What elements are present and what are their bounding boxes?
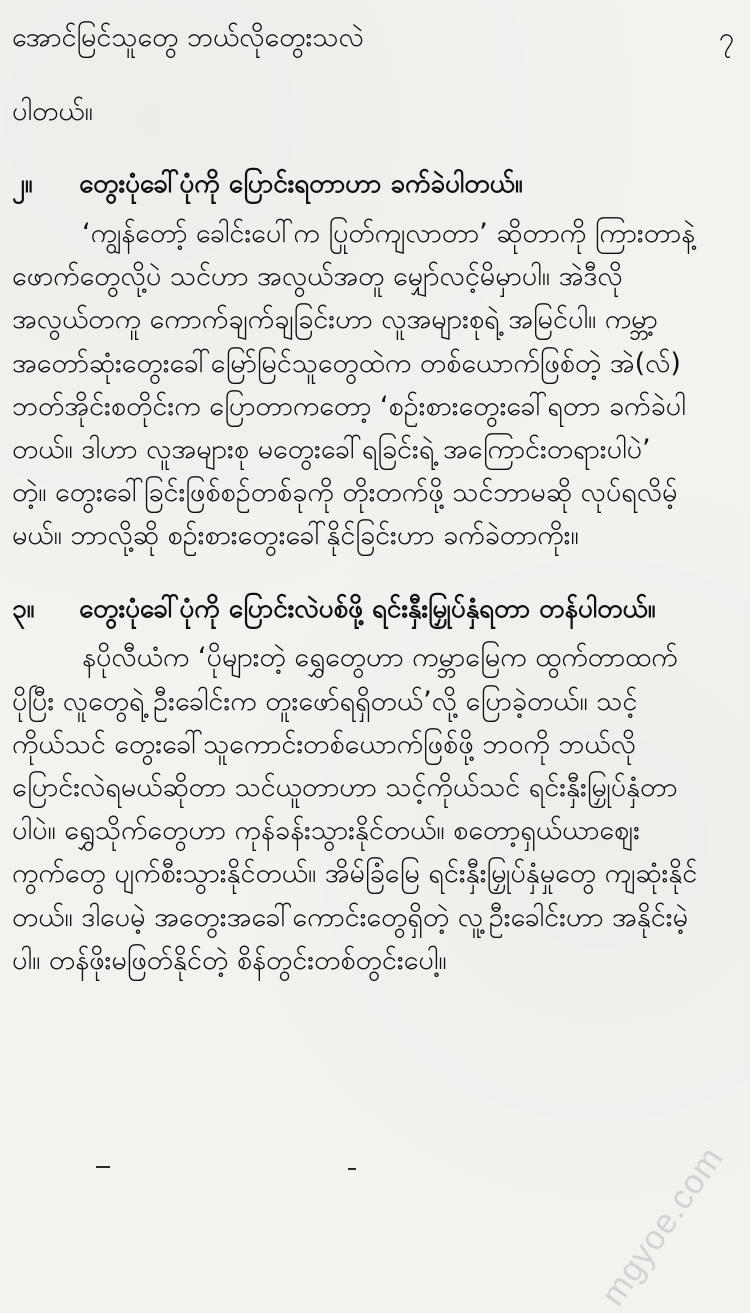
- section-2-paragraph-line: ဖောက်တွေလို့ပဲ သင်ဟာ အလွယ်အတူ မျှော်လင့်မိမှာပါ။ အဲဒီလို: [12, 261, 623, 293]
- section-3-paragraph-line: ပိုပြီး လူတွေရဲ့ ဦးခေါင်းက တူးဖော်ရရှိတယ်’လို့ ပြောခဲ့တယ်။ သင့်: [12, 685, 638, 717]
- section-2-heading: [12, 163, 736, 206]
- section-3-paragraph-line: ပါ။ တန်ဖိုးမဖြတ်နိုင်တဲ့ စိန်တွင်းတစ်တွင်းပေါ့။: [12, 944, 447, 976]
- section-2-paragraph-line: ဘတ်အိုင်းစတိုင်းက ပြောတာကတော့ ‘စဉ်းစားတွေးခေါ်ရတာ ခက်ခဲပါ: [12, 390, 686, 422]
- section-2-paragraph-line: တဲ့။ တွေးခေါ်ခြင်းဖြစ်စဉ်တစ်ခုကို တိုးတက်ဖို့ သင်ဘာမဆို လုပ်ရလိမ့်: [12, 477, 678, 509]
- section-3-paragraph-line: နပိုလီယံက ‘ပိုများတဲ့ ရွှေတွေဟာ ကမ္ဘာမြေက ထွက်တာထက်: [82, 642, 678, 674]
- section-3-paragraph-line: ပြောင်းလဲရမယ်ဆိုတာ သင်ယူတာဟာ သင့်ကိုယ်သင် ရင်းနှီးမြှုပ်နှံတာ: [12, 772, 678, 804]
- section-2-paragraph-line: တယ်။ ဒါဟာ လူအများစု မတွေးခေါ်ရခြင်းရဲ့ အကြောင်းတရားပါပဲ’: [12, 434, 651, 466]
- intro-line: ပါတယ်။: [12, 96, 93, 127]
- section-3-heading: [12, 588, 736, 631]
- page-content: [12, 90, 736, 982]
- section-2-paragraph-line: မယ်။ ဘာလို့ဆို စဉ်းစားတွေးခေါ်နိုင်ခြင်းဟာ ခက်ခဲတာကိုး။: [12, 520, 579, 552]
- section-2-paragraph-line: ‘ကျွန်တော့် ခေါင်းပေါ်က ပြုတ်ကျလာတာ’ ဆိုတာကို ကြားတာနဲ့: [82, 218, 696, 250]
- page-number: ၇: [718, 21, 734, 53]
- running-title: အောင်မြင်သူတွေ ဘယ်လိုတွေးသလဲ: [12, 21, 364, 53]
- print-dash-mark: [96, 1166, 110, 1168]
- section-3-number: ၃။: [12, 593, 35, 624]
- bottom-print-marks: [0, 1140, 750, 1200]
- section-2-paragraph-line: အလွယ်တကူ ကောက်ချက်ချခြင်းဟာ လူအများစုရဲ့ အမြင်ပါ။ ကမ္ဘာ့: [12, 304, 658, 336]
- section-3-paragraph-line: ကွက်တွေ ပျက်စီးသွားနိုင်တယ်။ အိမ်ခြံမြေ ရင်းနှီးမြှုပ်နှံမှုတွေ ကျဆုံးနိုင်: [12, 858, 698, 890]
- print-dash-mark: [348, 1168, 356, 1170]
- section-2-paragraph-line: အတော်ဆုံးတွေးခေါ်မြော်မြင်သူတွေထဲက တစ်ယောက်ဖြစ်တဲ့ အဲ(လ်): [12, 347, 681, 379]
- section-3-paragraph-line: တယ်။ ဒါပေမဲ့ အတွေးအခေါ်ကောင်းတွေရှိတဲ့ လူ့ဦးခေါင်းဟာ အနိုင်းမဲ့: [12, 901, 689, 933]
- page-header: [12, 16, 734, 58]
- section-2-number: ၂။: [12, 169, 33, 200]
- section-3-paragraph-line: ကိုယ်သင် တွေးခေါ်သူကောင်းတစ်ယောက်ဖြစ်ဖို့ ဘဝကို ဘယ်လို: [12, 728, 636, 760]
- watermark-text: mgyoe.com: [594, 1139, 732, 1313]
- section-2-title: တွေးပုံခေါ်ပုံကို ပြောင်းရတာဟာ ခက်ခဲပါတယ်။: [79, 169, 523, 200]
- section-3-paragraph-line: ပါပဲ။ ရွှေသိုက်တွေဟာ ကုန်ခန်းသွားနိုင်တယ်။ စတော့ရှယ်ယာဈေး: [12, 815, 640, 847]
- section-3-title: တွေးပုံခေါ်ပုံကို ပြောင်းလဲပစ်ဖို့ ရင်းနှီးမြှုပ်နှံရတာ တန်ပါတယ်။: [79, 593, 656, 624]
